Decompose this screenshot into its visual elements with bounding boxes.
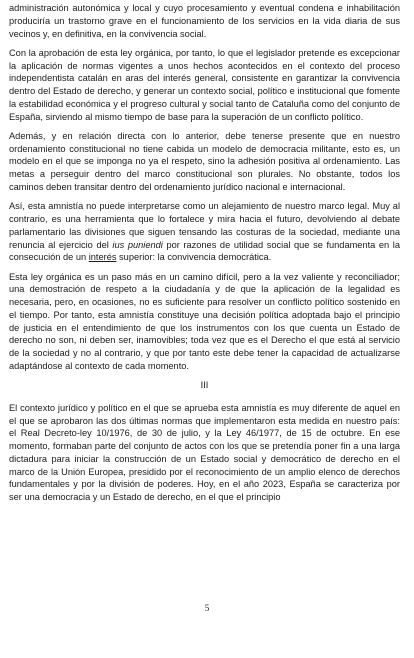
underlined-word-interes: interés	[88, 252, 117, 263]
paragraph-5	[9, 271, 400, 373]
paragraph-4-text-c: superior: la convivencia democrática.	[116, 252, 272, 263]
document-page	[9, 2, 400, 511]
paragraph-4-text-b: por razones de utilidad social que se fundamenta en la consecución de un	[9, 239, 401, 263]
paragraph-2	[9, 47, 400, 124]
paragraph-5-text: Esta ley orgánica es un paso más en un camino difícil, pero a la vez valiente y reconciliador; una demostración de respeto a la ciudadanía y de que la aplicación de la legalidad es necesaria, pero, en ocasiones, no es suficiente para resolver un conflicto político sostenido en el tiempo. Por tanto, esta amnistía constituye una decisión política adoptada bajo el principio de justicia en el entendimiento de que los instrumentos con los que cuenta un Estado de derecho no son, ni deben ser, inamovibles; toda vez que es el Derecho el que está al servicio de la sociedad y no al contrario, y que por tanto este debe tener la capacidad de actualizarse adaptándose al contexto de cada momento.	[9, 271, 400, 371]
paragraph-3-text: Además, y en relación directa con lo anterior, debe tenerse presente que en nuestro ordenamiento constitucional no tiene cabida un modelo de democracia militante, esto es, un modelo en el que se imponga no ya el respeto, sino la adhesión positiva al ordenamiento. Las metas a perseguir dentro del marco constitucional son plurales. No obstante, todos los caminos deben transitar dentro del ordenamiento jurídico nacional e internacional.	[9, 130, 400, 192]
latin-term-ius-puniendi: ius puniendi	[112, 239, 163, 250]
paragraph-6	[9, 402, 400, 504]
paragraph-4-text-a: Así, esta amnistía no puede interpretarse como un alejamiento de nuestro marco legal. Muy al contrario, es una herramienta que lo fortalece y mira hacia el futuro, devolviendo al debate parlamentario las divisiones que siguen tensando las costuras de la sociedad, mediante una renuncia al ejercicio del	[9, 201, 400, 250]
section-heading-roman: III	[200, 380, 209, 391]
paragraph-6-text: El contexto jurídico y político en el que se aprueba esta amnistía es muy diferente de aquel en el que se aprobaron las dos últimas normas que implementaron esta medida en nuestro país: el Real Decreto-ley 10/1976, de 30 de julio, y la Ley 46/1977, de 15 de octubre. En ese momento, formaban parte del conjunto de actos con los que se pretendía poner fin a una larga dictadura para iniciar la construcción de un Estado social y democrático de derecho en el marco de la Unión Europea, presidido por el reconocimiento de un amplio elenco de derechos fundamentales y por la división de poderes. Hoy, en el año 2023, España se caracteriza por ser una democracia y un Estado de derecho, en el que el principio	[9, 402, 400, 503]
paragraph-2-text: Con la aprobación de esta ley orgánica, por tanto, lo que el legislador pretende es excepcionar la aplicación de normas vigentes a unos hechos acontecidos en el contexto del proceso independentista catalán en aras del interés general, consistente en garantizar la convivencia dentro del Estado de derecho, y generar un contexto social, político e institucional que fomente la estabilidad económica y el progreso cultural y social tanto de Cataluña como del conjunto de España, sirviendo al mismo tiempo de base para la superación de un conflicto político.	[9, 47, 400, 122]
page-number: 5	[204, 604, 210, 614]
paragraph-3	[9, 130, 400, 194]
paragraph-1-text: administración autonómica y local y cuyo procesamiento y eventual condena e inhabilitación produciría un trastorno grave en el funcionamiento de los servicios en la vida diaria de sus vecinos y, en definitiva, en la convivencia social.	[9, 3, 400, 39]
paragraph-1	[9, 2, 400, 40]
paragraph-4	[9, 200, 400, 264]
